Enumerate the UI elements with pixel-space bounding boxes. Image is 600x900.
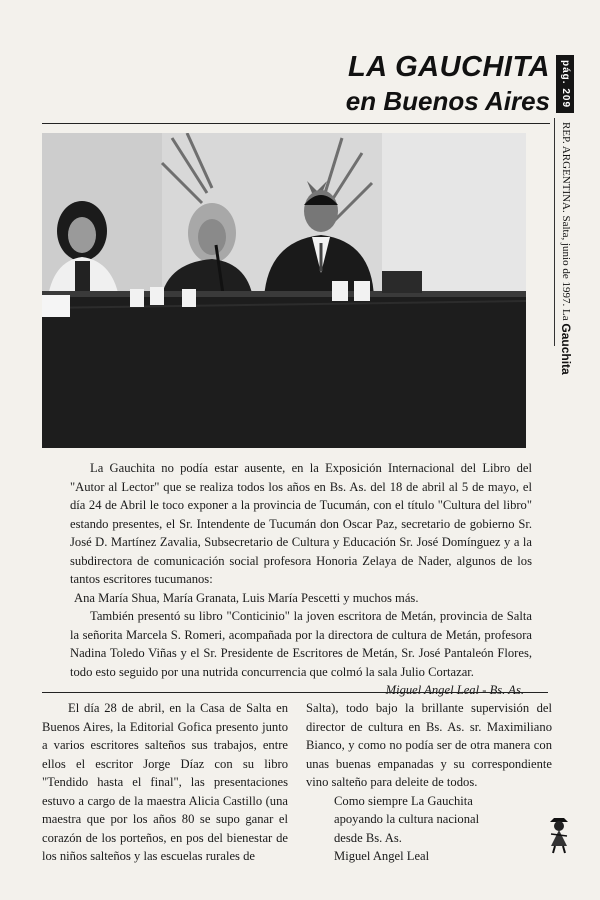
headline [250, 50, 550, 118]
main-article [70, 459, 532, 700]
closing-line: desde Bs. As. [334, 830, 402, 845]
second-article-text: El día 28 de abril, en la Casa de Salta en Buenos Aires, la Editorial Gofica presento junto a varios escritores salteños sus trabajos, entre ellos el escritor Jorge Díaz con su libro "Tendido hasta el final", las presentaciones estuvo a cargo de la maestra Alicia Castillo (una maestra que por los años 80 se supo ganar el corazón de los porteños, en pos del bienestar de los niños salteños y las escuelas rurales de [42, 701, 288, 863]
article-paragraph: También presentó su libro "Conticinio" la joven escritora de Metán, provincia de Salta la señorita Marcela S. Romeri, acompañada por la directora de cultura de Metán, profesora Nadina Toledo Viñas y el Sr. Presidente de Escritores de Metán, Sr. José Pantaleón Flores, todo esto seguido por una nutrida concurrencia que colmó la sala Julio Cortazar. [70, 609, 532, 679]
second-article-right-column [306, 699, 552, 866]
headline-title: LA GAUCHITA [347, 51, 550, 83]
gaucho-mascot-icon [546, 812, 572, 854]
closing-signature: Miguel Angel Leal [334, 849, 430, 863]
page-number-tab: pág. 209 [556, 55, 574, 113]
event-photo-drawing [42, 133, 526, 448]
event-photo [42, 133, 526, 448]
issue-info [559, 122, 573, 375]
side-divider [554, 118, 555, 346]
issue-text: REP. ARGENTINA. Salta, junio de 1997. La [560, 122, 572, 321]
second-article-left-column [42, 699, 288, 866]
closing-line: Como siempre La Gauchita [334, 793, 473, 808]
writers-list: Ana María Shua, María Granata, Luis María Pescetti y muchos más. [74, 590, 419, 605]
section-rule [42, 692, 548, 693]
headline-subtitle: en Buenos Aires [345, 86, 550, 116]
header-rule [42, 123, 550, 124]
article-signature: Miguel Angel Leal - Bs. As. [385, 683, 524, 697]
second-article-text: Salta), todo bajo la brillante supervisión del director de cultura en Bs. As. sr. Maximiliano Bianco, y como no podía ser de otra manera con unas buenas empanadas y su correspondiente vino salteño para deleite de todos. [306, 701, 552, 789]
closing-line: apoyando la cultura nacional [334, 812, 480, 826]
article-paragraph: La Gauchita no podía estar ausente, en la Exposición Internacional del Libro del "Autor al Lector" que se realiza todos los años en Bs. As. del 18 de abril al 5 de mayo, el día 24 de Abril le toco exponer a la provincia de Tucumán, con el título "Cultura del libro" estando presentes, el Sr. Intendente de Tucumán don Oscar Paz, secretario de gobierno Sr. José D. Martínez Zavalia, Subsecretario de Cultura y Educación Sr. José Domínguez y a la subdirectora de comunicación social profesora Honoria Zelaya de Nader, algunos de los tantos escritores tucumanos: [70, 461, 532, 586]
publication-name: Gauchita [559, 323, 573, 375]
